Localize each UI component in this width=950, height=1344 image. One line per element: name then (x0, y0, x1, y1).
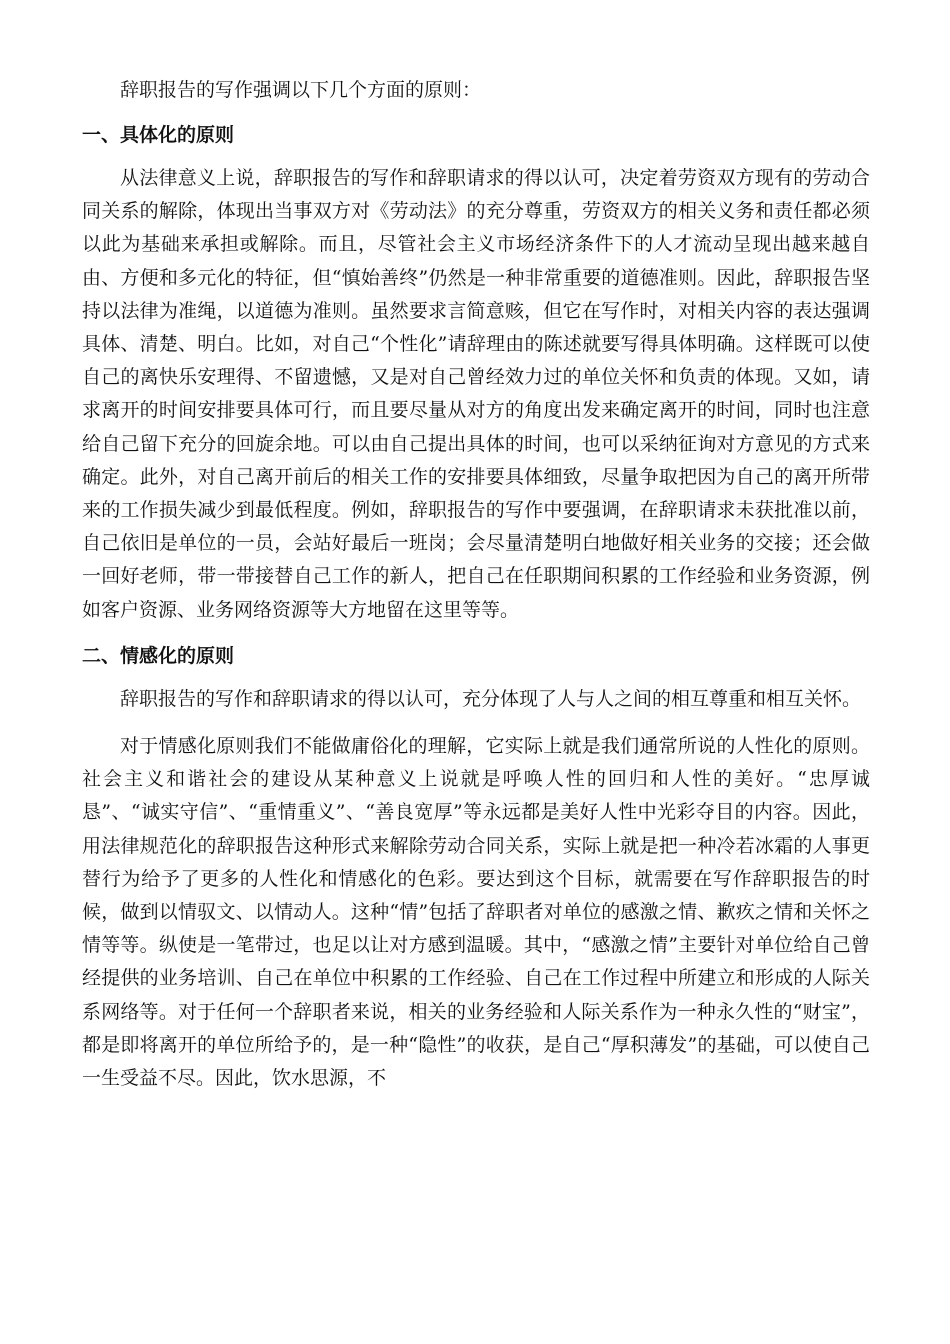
section-paragraph: 对于情感化原则我们不能做庸俗化的理解，它实际上就是我们通常所说的人性化的原则。社会主义和谐社会的建设从某种意义上说就是呼唤人性的回归和人性的美好。“忠厚诚恳”、“诚实守信”、“重情重义”、“善良宽厚”等永远都是美好人性中光彩夺目的内容。因此，用法律规范化的辞职报告这种形式来解除劳动合同关系，实际上就是把一种冷若冰霜的人事更替行为给予了更多的人性化和情感化的色彩。要达到这个目标，就需要在写作辞职报告的时候，做到以情驭文、以情动人。这种“情”包括了辞职者对单位的感激之情、歉疚之情和关怀之情等等。纵使是一笔带过，也足以让对方感到温暖。其中，“感激之情”主要针对单位给自己曾经提供的业务培训、自己在单位中积累的工作经验、自己在工作过程中所建立和形成的人际关系网络等。对于任何一个辞职者来说，相关的业务经验和人际关系作为一种永久性的“财宝”，都是即将离开的单位所给予的，是一种“隐性”的收获，是自己“厚积薄发”的基础，可以使自己一生受益不尽。因此，饮水思源，不 (82, 735, 870, 1090)
section-paragraph: 辞职报告的写作和辞职请求的得以认可，充分体现了人与人之间的相互尊重和相互关怀。 (120, 687, 862, 710)
section-heading-emotion: 二、情感化的原则 (82, 644, 235, 667)
intro-paragraph: 辞职报告的写作强调以下几个方面的原则： (120, 79, 482, 101)
section-heading-concreteness: 一、具体化的原则 (82, 124, 235, 146)
document-body (82, 74, 870, 1095)
section-paragraph: 从法律意义上说，辞职报告的写作和辞职请求的得以认可，决定着劳资双方现有的劳动合同关系的解除，体现出当事双方对《劳动法》的充分尊重，劳资双方的相关义务和责任都必须以此为基础来承担或解除。而且，尽管社会主义市场经济条件下的人才流动呈现出越来越自由、方便和多元化的特征，但“慎始善终”仍然是一种非常重要的道德准则。因此，辞职报告坚持以法律为准绳，以道德为准则。虽然要求言简意赅，但它在写作时，对相关内容的表达强调具体、清楚、明白。比如，对自己“个性化”请辞理由的陈述就要写得具体明确。这样既可以使自己的离快乐安理得、不留遗憾，又是对自己曾经效力过的单位关怀和负责的体现。又如，请求离开的时间安排要具体可行，而且要尽量从对方的角度出发来确定离开的时间，同时也注意给自己留下充分的回旋余地。可以由自己提出具体的时间，也可以采纳征询对方意见的方式来确定。此外，对自己离开前后的相关工作的安排要具体细致，尽量争取把因为自己的离开所带来的工作损失减少到最低程度。例如，辞职报告的写作中要强调，在辞职请求未获批准以前，自己依旧是单位的一员，会站好最后一班岗；会尽量清楚明白地做好相关业务的交接；还会做一回好老师，带一带接替自己工作的新人，把自己在任职期间积累的工作经验和业务资源，例如客户资源、业务网络资源等大方地留在这里等等。 (82, 167, 870, 621)
